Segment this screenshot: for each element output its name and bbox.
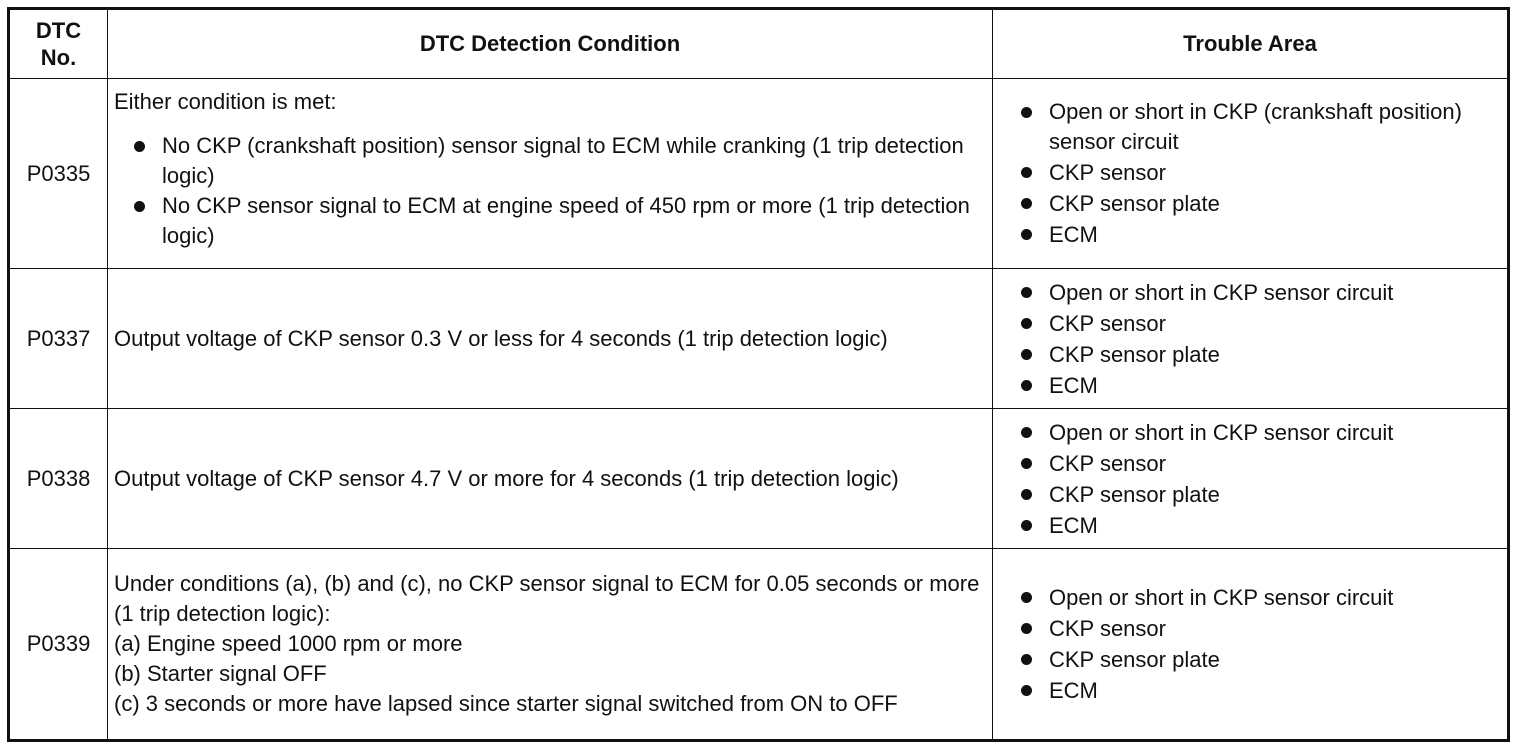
condition-line: (c) 3 seconds or more have lapsed since starter signal switched from ON to OFF [114, 691, 898, 716]
condition-item: No CKP sensor signal to ECM at engine speed of 450 rpm or more (1 trip detection logic) [114, 191, 986, 251]
trouble-item: ECM [999, 219, 1501, 250]
table-row [9, 549, 1509, 741]
condition-list [114, 131, 986, 251]
trouble-item: ECM [999, 370, 1501, 401]
trouble-cell [993, 79, 1509, 269]
trouble-item: CKP sensor plate [999, 479, 1501, 510]
trouble-item: CKP sensor plate [999, 339, 1501, 370]
trouble-item: CKP sensor [999, 448, 1501, 479]
condition-line: Under conditions (a), (b) and (c), no CKP sensor signal to ECM for 0.05 seconds or more (1 trip detection logic): [114, 571, 980, 626]
trouble-cell [993, 549, 1509, 741]
trouble-item: CKP sensor [999, 613, 1501, 644]
trouble-item: ECM [999, 510, 1501, 541]
dtc-table [7, 7, 1510, 742]
trouble-item: ECM [999, 675, 1501, 706]
condition-cell: Output voltage of CKP sensor 4.7 V or more for 4 seconds (1 trip detection logic) [108, 409, 993, 549]
trouble-item: Open or short in CKP sensor circuit [999, 417, 1501, 448]
trouble-item: CKP sensor [999, 308, 1501, 339]
condition-item: No CKP (crankshaft position) sensor signal to ECM while cranking (1 trip detection logic) [114, 131, 986, 191]
trouble-list [999, 97, 1501, 250]
header-dtc-no [9, 9, 108, 79]
condition-cell [108, 549, 993, 741]
trouble-list [999, 417, 1501, 541]
trouble-list [999, 582, 1501, 706]
dtc-code: P0339 [9, 549, 108, 741]
header-dtc-no-line1: DTC [35, 18, 82, 43]
trouble-list [999, 277, 1501, 401]
trouble-item: CKP sensor [999, 157, 1501, 188]
header-condition: DTC Detection Condition [108, 9, 993, 79]
table-row [9, 409, 1509, 549]
trouble-item: CKP sensor plate [999, 188, 1501, 219]
trouble-item: CKP sensor plate [999, 644, 1501, 675]
header-trouble-area: Trouble Area [993, 9, 1509, 79]
table-row [9, 79, 1509, 269]
condition-line: (b) Starter signal OFF [114, 661, 327, 686]
trouble-item: Open or short in CKP (crankshaft position) sensor circuit [999, 97, 1501, 157]
dtc-code: P0338 [9, 409, 108, 549]
condition-line: (a) Engine speed 1000 rpm or more [114, 631, 463, 656]
dtc-code: P0335 [9, 79, 108, 269]
condition-cell [108, 79, 993, 269]
condition-cell: Output voltage of CKP sensor 0.3 V or less for 4 seconds (1 trip detection logic) [108, 269, 993, 409]
dtc-code: P0337 [9, 269, 108, 409]
condition-intro: Either condition is met: [114, 89, 337, 114]
trouble-item: Open or short in CKP sensor circuit [999, 277, 1501, 308]
trouble-item: Open or short in CKP sensor circuit [999, 582, 1501, 613]
header-dtc-no-line2: No. [40, 45, 77, 70]
trouble-cell [993, 269, 1509, 409]
header-row [9, 9, 1509, 79]
trouble-cell [993, 409, 1509, 549]
table-row [9, 269, 1509, 409]
